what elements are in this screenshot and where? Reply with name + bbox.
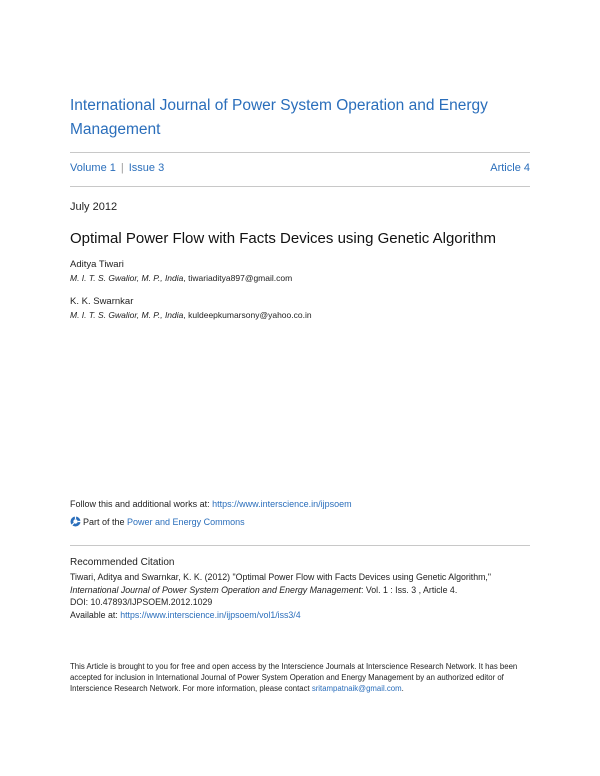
follow-line bbox=[70, 499, 352, 509]
divider-top bbox=[70, 152, 530, 153]
part-of-prefix: Part of the bbox=[83, 517, 128, 527]
commons-network-icon bbox=[70, 516, 81, 527]
access-notice bbox=[70, 661, 530, 694]
article-link[interactable]: Article 4 bbox=[490, 162, 530, 174]
access-notice-text: This Article is brought to you for free and open access by the Interscience Journals at Interscience Research Network. It has been accepted for inclusion in International Journal of Power System Operation and Energy Management by an authorized editor of Interscience Research Network. For more information, please contact bbox=[70, 662, 518, 693]
citation-authors: Tiwari, Aditya and Swarnkar, K. K. (2012) "Optimal Power Flow with Facts Devices using Genetic Algorithm," bbox=[70, 572, 492, 582]
divider-citation bbox=[70, 545, 530, 546]
issue-link[interactable]: Issue 3 bbox=[128, 162, 165, 174]
author-name: Aditya Tiwari bbox=[70, 259, 124, 270]
affiliation-text: M. I. T. S. Gwalior, M. P., India bbox=[70, 310, 184, 320]
article-title: Optimal Power Flow with Facts Devices using Genetic Algorithm bbox=[70, 230, 496, 247]
volume-link[interactable]: Volume 1 bbox=[70, 162, 116, 174]
author-affiliation: M. I. T. S. Gwalior, M. P., India, tiwariaditya897@gmail.com bbox=[70, 273, 293, 283]
author-name: K. K. Swarnkar bbox=[70, 296, 134, 307]
separator: | bbox=[120, 162, 124, 174]
journal-title-link[interactable]: International Journal of Power System Operation and Energy Management bbox=[70, 97, 488, 138]
author-affiliation: M. I. T. S. Gwalior, M. P., India, kuldeepkumarsony@yahoo.co.in bbox=[70, 310, 312, 320]
author-email: tiwariaditya897@gmail.com bbox=[188, 273, 293, 283]
available-prefix: Available at: bbox=[70, 609, 121, 620]
part-of-line bbox=[70, 516, 245, 527]
affiliation-text: M. I. T. S. Gwalior, M. P., India bbox=[70, 273, 184, 283]
publication-date: July 2012 bbox=[70, 201, 118, 213]
citation-journal: International Journal of Power System Operation and Energy Management bbox=[70, 584, 361, 595]
available-url-link[interactable]: https://www.interscience.in/ijpsoem/vol1/iss3/4 bbox=[120, 609, 301, 620]
citation-heading: Recommended Citation bbox=[70, 557, 175, 568]
citation-volume: : Vol. 1 : Iss. 3 , Article 4. bbox=[360, 584, 458, 595]
citation-doi: DOI: 10.47893/IJPSOEM.2012.1029 bbox=[70, 597, 213, 607]
access-notice-end: . bbox=[401, 684, 404, 693]
follow-url-link[interactable]: https://www.interscience.in/ijpsoem bbox=[212, 499, 352, 509]
commons-link[interactable]: Power and Energy Commons bbox=[127, 517, 245, 527]
follow-text: Follow this and additional works at: bbox=[70, 499, 213, 509]
divider-issue bbox=[70, 186, 530, 187]
contact-email-link[interactable]: sritampatnaik@gmail.com bbox=[311, 684, 402, 693]
issue-navigation bbox=[70, 162, 530, 178]
author-email: kuldeepkumarsony@yahoo.co.in bbox=[188, 310, 312, 320]
citation-block bbox=[70, 571, 530, 621]
